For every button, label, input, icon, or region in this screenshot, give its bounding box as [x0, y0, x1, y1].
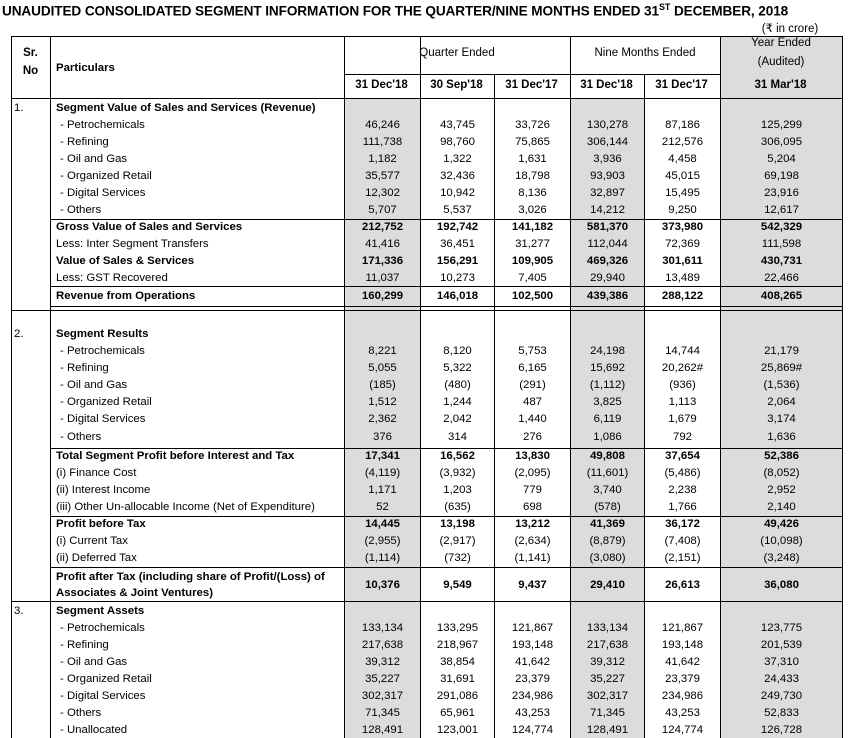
row-value: 408,265: [760, 290, 803, 302]
row-value: 20,262#: [661, 362, 704, 374]
row-value: 23,916: [764, 187, 799, 199]
row-value: 306,144: [586, 136, 629, 148]
header-col-6: 31 Mar'18: [754, 79, 807, 91]
row-label: - Petrochemicals: [60, 119, 145, 131]
row-value: 125,299: [760, 119, 803, 131]
row-label: - Organized Retail: [60, 170, 152, 182]
row-value: 3,026: [518, 204, 547, 216]
row-value: 9,549: [443, 579, 472, 591]
row-value: 71,345: [590, 707, 625, 719]
row-value: (3,080): [589, 552, 626, 564]
row-value: 792: [672, 431, 692, 443]
row-value: (5,486): [664, 467, 701, 479]
row-value: (185): [369, 379, 396, 391]
row-value: 17,341: [365, 450, 400, 462]
row-value: 314: [447, 431, 467, 443]
row-value: 1,203: [443, 484, 472, 496]
document-title: UNAUDITED CONSOLIDATED SEGMENT INFORMATION FOR THE QUARTER/NINE MONTHS ENDED 31ST DECEMBER, 2018: [2, 2, 789, 19]
row-value: 1,244: [443, 396, 472, 408]
row-label: - Petrochemicals: [60, 345, 145, 357]
row-value: 5,753: [518, 345, 547, 357]
row-value: (578): [594, 501, 621, 513]
row-label: - Digital Services: [60, 187, 146, 199]
row-label: - Refining: [60, 136, 109, 148]
row-value: 41,416: [365, 238, 400, 250]
row-value: 212,576: [661, 136, 704, 148]
row-value: 43,745: [440, 119, 475, 131]
row-value: 5,322: [443, 362, 472, 374]
row-value: (2,955): [364, 535, 401, 547]
row-value: 36,451: [440, 238, 475, 250]
row-value: 112,044: [587, 238, 628, 250]
row-value: 109,905: [511, 255, 554, 267]
row-value: 3,825: [593, 396, 622, 408]
row-value: 9,437: [518, 579, 547, 591]
row-value: 41,642: [665, 656, 700, 668]
row-value: 3,174: [767, 413, 796, 425]
row-value: 218,967: [436, 639, 479, 651]
row-value: 133,134: [361, 622, 404, 634]
pat-rule-bottom: [11, 601, 842, 602]
row-sr: 1.: [14, 102, 24, 114]
row-value: 49,808: [590, 450, 625, 462]
row-value: 141,182: [511, 221, 554, 233]
row-value: 306,095: [760, 136, 803, 148]
revenue-rule-top: [50, 286, 842, 287]
row-value: 212,752: [361, 221, 404, 233]
row-label: Less: Inter Segment Transfers: [56, 238, 209, 250]
row-value: 8,221: [368, 345, 397, 357]
row-value: 31,277: [515, 238, 550, 250]
row-label: - Unallocated: [60, 724, 128, 736]
row-value: 6,165: [518, 362, 547, 374]
row-value: 130,278: [586, 119, 629, 131]
row-value: 14,445: [365, 518, 400, 530]
row-label: (iii) Other Un-allocable Income (Net of Expenditure): [56, 501, 315, 513]
row-value: 1,322: [443, 153, 472, 165]
row-label: - Digital Services: [60, 690, 146, 702]
row-value: 21,179: [764, 345, 799, 357]
row-value: 301,611: [662, 255, 703, 267]
row-value: 217,638: [361, 639, 404, 651]
row-value: (732): [444, 552, 471, 564]
row-value: (3,248): [763, 552, 800, 564]
row-value: 779: [522, 484, 542, 496]
row-value: 160,299: [361, 290, 404, 302]
row-value: (4,119): [364, 467, 401, 479]
row-value: 10,376: [365, 579, 400, 591]
row-label: (i) Current Tax: [56, 535, 128, 547]
row-value: 487: [522, 396, 542, 408]
row-value: 302,317: [361, 690, 404, 702]
row-value: 201,539: [760, 639, 803, 651]
row-value: 15,692: [590, 362, 625, 374]
row-value: 5,204: [767, 153, 796, 165]
row-value: 10,273: [440, 272, 475, 284]
header-sr: Sr.: [23, 47, 38, 59]
row-value: 41,642: [515, 656, 550, 668]
row-label: Profit before Tax: [56, 518, 146, 530]
row-value: 87,186: [665, 119, 700, 131]
row-value: (635): [444, 501, 471, 513]
row-value: 128,491: [586, 724, 629, 736]
row-value: 1,171: [368, 484, 397, 496]
row-value: 192,742: [436, 221, 479, 233]
row-value: 39,312: [365, 656, 400, 668]
row-value: (936): [669, 379, 696, 391]
row-sr: 3.: [14, 605, 24, 617]
row-value: 111,738: [362, 136, 403, 148]
header-col-5: 31 Dec'17: [655, 79, 708, 91]
row-value: 41,369: [590, 518, 625, 530]
table-top-rule: [11, 36, 842, 37]
row-label: Less: GST Recovered: [56, 272, 168, 284]
row-label: - Refining: [60, 362, 109, 374]
row-value: 146,018: [436, 290, 479, 302]
row-value: 5,537: [443, 204, 472, 216]
row-value: 23,379: [665, 673, 700, 685]
row-value: 1,182: [368, 153, 397, 165]
row-value: 31,691: [440, 673, 475, 685]
row-value: 33,726: [515, 119, 550, 131]
row-value: 128,491: [361, 724, 404, 736]
row-value: 133,295: [436, 622, 479, 634]
row-value: 124,774: [511, 724, 554, 736]
row-value: 37,310: [764, 656, 799, 668]
row-value: 24,433: [764, 673, 799, 685]
row-value: 430,731: [760, 255, 803, 267]
header-quarter-ended: Quarter Ended: [419, 47, 495, 59]
row-value: 26,613: [665, 579, 700, 591]
row-value: 156,291: [436, 255, 479, 267]
row-value: 123,775: [760, 622, 803, 634]
row-value: 9,250: [668, 204, 697, 216]
row-value: 35,227: [590, 673, 625, 685]
row-value: 171,336: [361, 255, 404, 267]
header-col-3: 31 Dec'17: [505, 79, 558, 91]
row-value: (2,151): [664, 552, 701, 564]
row-value: 45,015: [665, 170, 700, 182]
row-label: - Organized Retail: [60, 673, 152, 685]
row-value: 52,833: [764, 707, 799, 719]
row-value: 13,212: [515, 518, 550, 530]
row-label: - Others: [60, 431, 102, 443]
header-col-4: 31 Dec'18: [580, 79, 633, 91]
row-label: Segment Results: [56, 328, 149, 340]
row-label-cont: Associates & Joint Ventures): [56, 587, 213, 599]
row-value: 123,001: [436, 724, 479, 736]
row-label: Gross Value of Sales and Services: [56, 221, 243, 233]
row-label: Total Segment Profit before Interest and Tax: [56, 450, 295, 462]
header-col-2: 30 Sep'18: [430, 79, 483, 91]
row-value: 121,867: [661, 622, 704, 634]
row-value: 12,617: [764, 204, 799, 216]
row-value: 1,440: [518, 413, 547, 425]
row-value: 32,436: [440, 170, 475, 182]
row-value: 8,120: [443, 345, 472, 357]
row-value: 13,830: [515, 450, 550, 462]
row-label: Revenue from Operations: [56, 290, 196, 302]
row-value: 8,136: [518, 187, 547, 199]
row-value: 288,122: [661, 290, 704, 302]
row-value: 35,227: [365, 673, 400, 685]
row-value: 126,728: [760, 724, 803, 736]
row-value: 52,386: [764, 450, 799, 462]
row-value: 12,302: [365, 187, 400, 199]
row-value: (1,112): [589, 379, 626, 391]
row-value: 1,766: [668, 501, 697, 513]
unit-label: (₹ in crore): [761, 23, 819, 35]
row-value: 2,064: [767, 396, 796, 408]
row-value: 2,362: [368, 413, 397, 425]
row-value: 14,212: [590, 204, 625, 216]
header-bottom-rule: [11, 98, 842, 99]
row-value: 376: [372, 431, 392, 443]
row-value: 29,410: [590, 579, 625, 591]
row-label: Segment Assets: [56, 605, 145, 617]
row-value: 23,379: [515, 673, 550, 685]
row-value: 18,798: [515, 170, 550, 182]
header-col-1: 31 Dec'18: [355, 79, 408, 91]
row-value: 102,500: [511, 290, 554, 302]
row-value: 121,867: [511, 622, 554, 634]
row-value: 542,329: [760, 221, 803, 233]
header-particulars: Particulars: [56, 62, 115, 74]
row-label: (i) Finance Cost: [56, 467, 137, 479]
row-value: 13,489: [665, 272, 700, 284]
header-audited: (Audited): [757, 56, 805, 68]
row-value: 24,198: [590, 345, 625, 357]
pat-rule-top: [50, 567, 842, 568]
row-value: 2,238: [668, 484, 697, 496]
row-label: - Digital Services: [60, 413, 146, 425]
row-value: 111,598: [761, 238, 802, 250]
row-value: 2,140: [767, 501, 796, 513]
row-sr: 2.: [14, 328, 24, 340]
row-value: 698: [522, 501, 542, 513]
row-value: 32,897: [590, 187, 625, 199]
header-mid-rule: [344, 74, 720, 75]
row-value: 29,940: [590, 272, 625, 284]
row-value: 37,654: [665, 450, 700, 462]
column-rule: [11, 36, 12, 738]
row-value: (2,917): [439, 535, 476, 547]
row-value: 373,980: [661, 221, 704, 233]
row-value: 69,198: [764, 170, 799, 182]
row-value: 124,774: [661, 724, 704, 736]
row-value: (7,408): [664, 535, 701, 547]
row-value: 1,086: [593, 431, 622, 443]
row-value: 581,370: [586, 221, 629, 233]
row-label: - Petrochemicals: [60, 622, 145, 634]
row-value: 43,253: [665, 707, 700, 719]
row-label: (ii) Deferred Tax: [56, 552, 137, 564]
row-value: 2,952: [767, 484, 796, 496]
row-value: 36,172: [665, 518, 700, 530]
row-value: 7,405: [518, 272, 547, 284]
row-value: 93,903: [590, 170, 625, 182]
row-label: - Oil and Gas: [60, 153, 128, 165]
header-year-ended: Year Ended: [751, 37, 811, 49]
row-value: (1,141): [514, 552, 551, 564]
row-value: 65,961: [440, 707, 475, 719]
header-nine-months-ended: Nine Months Ended: [594, 47, 696, 59]
row-value: 46,246: [365, 119, 400, 131]
row-value: 98,760: [440, 136, 475, 148]
row-label: - Refining: [60, 639, 109, 651]
row-value: 49,426: [764, 518, 799, 530]
row-label: (ii) Interest Income: [56, 484, 151, 496]
row-value: 36,080: [764, 579, 799, 591]
row-value: 38,854: [440, 656, 475, 668]
row-value: 1,113: [668, 396, 697, 408]
row-label: Value of Sales & Services: [56, 255, 195, 267]
row-value: (2,095): [514, 467, 551, 479]
row-value: 14,744: [665, 345, 700, 357]
row-value: 133,134: [586, 622, 629, 634]
row-value: 1,512: [368, 396, 397, 408]
row-value: 1,631: [518, 153, 547, 165]
row-value: 13,198: [440, 518, 475, 530]
row-value: (10,098): [760, 535, 803, 547]
row-value: 4,458: [668, 153, 697, 165]
row-label: - Others: [60, 204, 102, 216]
row-value: (1,114): [364, 552, 401, 564]
row-value: (291): [519, 379, 546, 391]
row-value: 71,345: [365, 707, 400, 719]
row-value: 3,740: [593, 484, 622, 496]
row-value: 5,707: [368, 204, 397, 216]
row-value: 75,865: [515, 136, 550, 148]
row-value: 52: [376, 501, 389, 513]
row-value: 291,086: [436, 690, 479, 702]
row-value: (3,932): [439, 467, 476, 479]
row-value: 10,942: [440, 187, 475, 199]
row-value: 234,986: [661, 690, 704, 702]
row-value: 43,253: [515, 707, 550, 719]
row-value: 193,148: [661, 639, 704, 651]
row-value: (1,536): [763, 379, 800, 391]
row-value: 249,730: [760, 690, 803, 702]
row-value: 1,636: [767, 431, 796, 443]
row-value: 1,679: [668, 413, 697, 425]
row-label: Segment Value of Sales and Services (Revenue): [56, 102, 316, 114]
row-label: - Organized Retail: [60, 396, 152, 408]
row-value: (8,879): [589, 535, 626, 547]
row-value: 217,638: [586, 639, 629, 651]
row-value: 16,562: [440, 450, 475, 462]
row-label: Profit after Tax (including share of Profit/(Loss) of: [56, 571, 325, 583]
row-value: 276: [522, 431, 542, 443]
row-value: 302,317: [586, 690, 629, 702]
row-value: 439,386: [586, 290, 629, 302]
row-label: - Others: [60, 707, 102, 719]
header-no: No: [22, 65, 39, 77]
row-value: 35,577: [365, 170, 400, 182]
row-value: 469,326: [586, 255, 629, 267]
row-label: - Oil and Gas: [60, 656, 128, 668]
row-value: (480): [444, 379, 471, 391]
row-value: 3,936: [593, 153, 622, 165]
row-value: 193,148: [511, 639, 554, 651]
row-value: 234,986: [511, 690, 554, 702]
column-rule: [842, 36, 843, 738]
row-value: 5,055: [368, 362, 397, 374]
row-value: 11,037: [365, 272, 400, 284]
row-value: (8,052): [763, 467, 800, 479]
row-value: (11,601): [586, 467, 629, 479]
revenue-rule-bottom: [50, 306, 842, 307]
row-value: 2,042: [443, 413, 472, 425]
row-value: (2,634): [514, 535, 551, 547]
row-value: 72,369: [665, 238, 700, 250]
row-value: 6,119: [593, 413, 622, 425]
row-value: 25,869#: [760, 362, 803, 374]
section-rule: [11, 310, 842, 311]
row-value: 39,312: [590, 656, 625, 668]
row-value: 15,495: [665, 187, 700, 199]
column-rule: [50, 36, 51, 738]
row-value: 22,466: [764, 272, 799, 284]
row-label: - Oil and Gas: [60, 379, 128, 391]
